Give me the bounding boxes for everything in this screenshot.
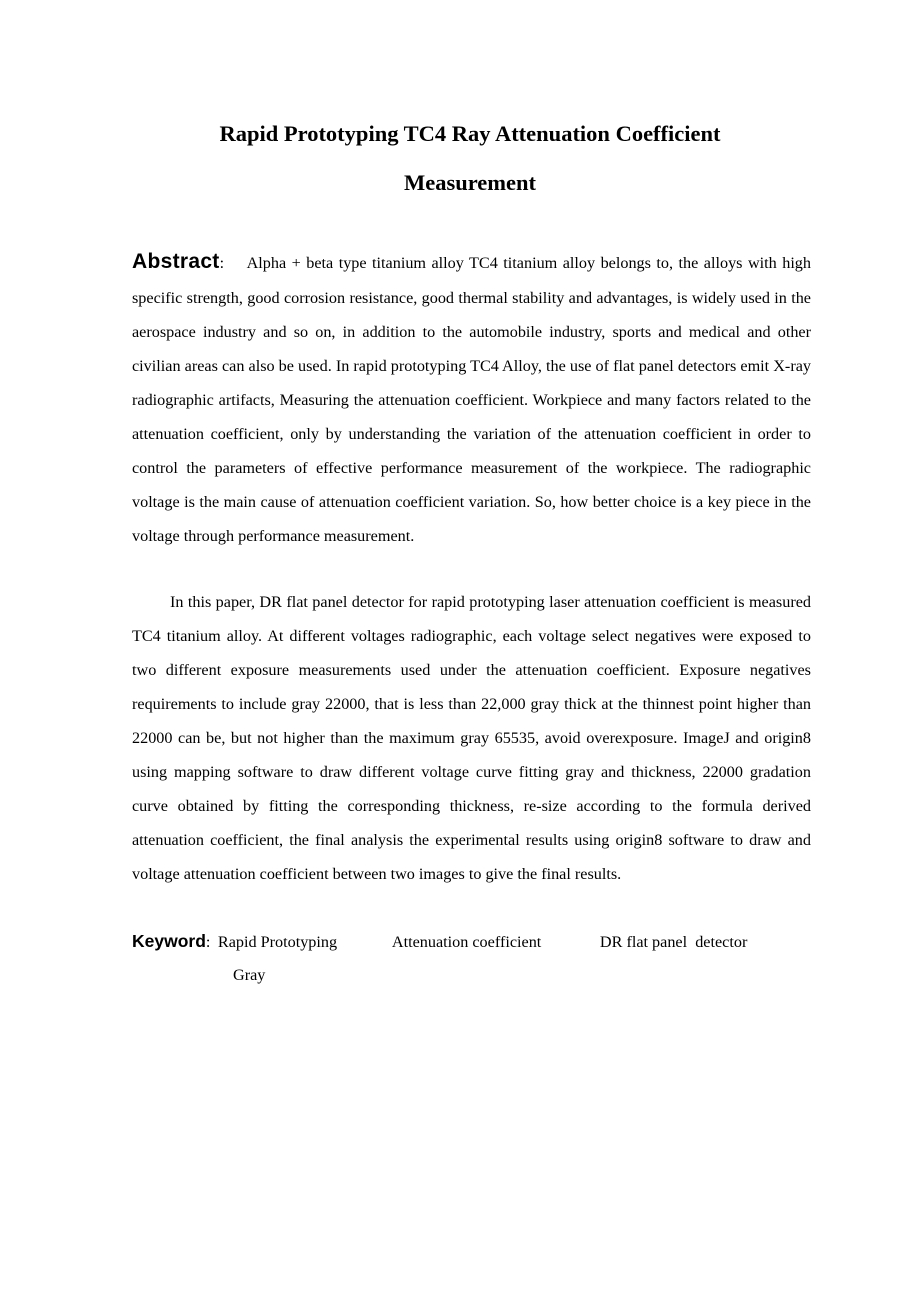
keywords-row-continued [233,958,265,992]
abstract-colon: : [219,255,225,272]
abstract-label: Abstract [132,250,220,273]
keyword-item: Rapid Prototyping [217,933,338,951]
title-line-2: Measurement [403,170,537,195]
keyword-item: Gray [233,966,266,984]
abstract-text: Alpha + beta type titanium alloy TC4 titanium alloy belongs to, the alloys with high specific strength, good corrosion resistance, good thermal stability and advantages, is widely used in the aerospace industry and so on, in addition to the automobile industry, sports and medical and other civilian areas can also be used. In rapid prototyping TC4 Alloy, the use of flat panel detectors emit X-ray radiographic artifacts, Measuring the attenuation coefficient. Workpiece and many factors related to the attenuation coefficient, only by understanding the variation of the attenuation coefficient in order to control the parameters of effective performance measurement of the workpiece. The radiographic voltage is the main cause of attenuation coefficient variation. So, how better choice is a key piece in the voltage through performance measurement. [132,254,811,545]
title-line-1: Rapid Prototyping TC4 Ray Attenuation Coefficient [219,121,721,146]
keywords-colon: : [205,933,211,951]
abstract-paragraph [132,245,811,553]
keyword-item: Attenuation coefficient [391,933,542,951]
keywords-label: Keyword [132,931,206,951]
keywords-row [132,924,822,959]
keyword-item: DR flat panel detector [599,933,748,951]
body-paragraph-2: In this paper, DR flat panel detector for rapid prototyping laser attenuation coefficient is measured TC4 titanium alloy. At different voltages radiographic, each voltage select negatives were exposed to two different exposure measurements used under the attenuation coefficient. Exposure negatives requirements to include gray 22000, that is less than 22,000 gray thick at the thinnest point higher than 22000 can be, but not higher than the maximum gray 65535, avoid overexposure. ImageJ and origin8 using mapping software to draw different voltage curve fitting gray and thickness, 22000 gradation curve obtained by fitting the corresponding thickness, re-size according to the formula derived attenuation coefficient, the final analysis the experimental results using origin8 software to draw and voltage attenuation coefficient between two images to give the final results. [132,593,811,883]
